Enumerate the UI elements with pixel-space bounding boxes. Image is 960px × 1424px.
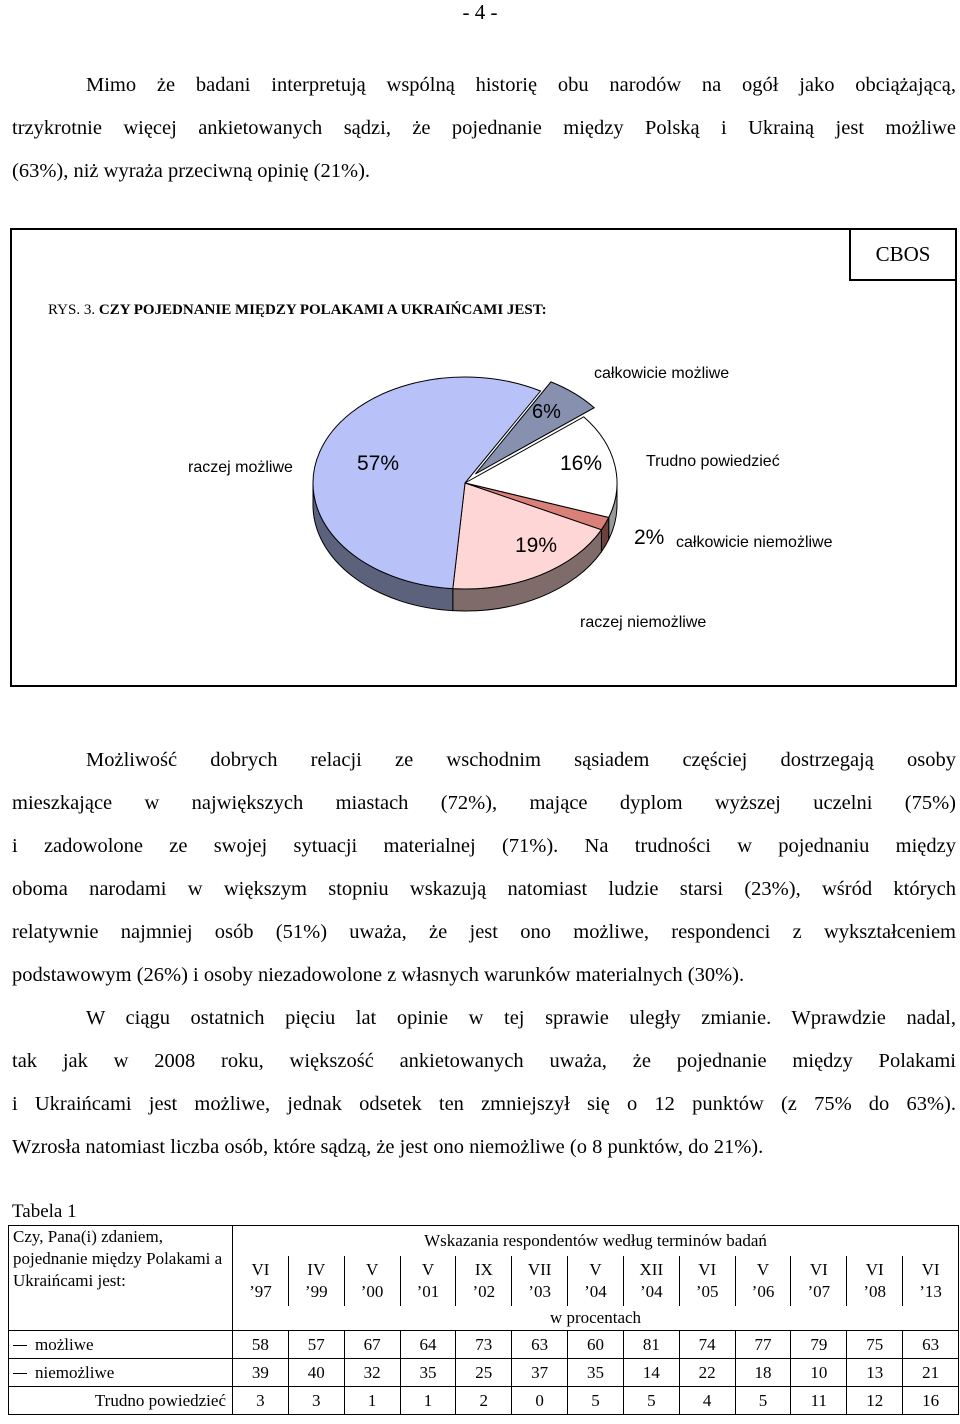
term-year: ’01	[416, 1281, 440, 1301]
paragraph-line	[12, 64, 956, 107]
table-cell: 39	[233, 1359, 289, 1387]
table-cell: 57	[288, 1331, 344, 1359]
figure-box	[10, 228, 957, 687]
paragraph-text: Mimo że badani interpretują wspólną historię obu narodów na ogół jako obciążającą,	[86, 74, 956, 96]
table-cell: 58	[233, 1331, 289, 1359]
table-cell: 5	[623, 1387, 679, 1415]
table-cell: 21	[903, 1359, 959, 1387]
table-term-header	[400, 1256, 456, 1306]
paragraph-line: (63%), niż wyraża przeciwną opinię (21%).	[12, 160, 371, 182]
paragraph-line: mieszkające w największych miastach (72%), mające dyplom wyższej uczelni (75%)	[12, 792, 956, 814]
term-year: ’04	[639, 1281, 663, 1301]
row-label-text: możliwe	[35, 1334, 94, 1354]
figure-number: RYS. 3.	[48, 302, 96, 318]
pie-value-label: 2%	[634, 526, 665, 549]
table-cell: 35	[568, 1359, 624, 1387]
table-row	[9, 1331, 959, 1359]
pie-value-label: 16%	[560, 452, 603, 475]
table-cell: 4	[679, 1387, 735, 1415]
paragraph-relations	[12, 739, 956, 997]
table-cell: 1	[344, 1387, 400, 1415]
table-cell: 12	[847, 1387, 903, 1415]
figure-question: CZY POJEDNANIE MIĘDZY POLAKAMI A UKRAIŃCAMI JEST:	[98, 302, 547, 318]
paragraph-line	[12, 997, 956, 1040]
table-cell: 79	[791, 1331, 847, 1359]
term-month: XII	[639, 1259, 664, 1279]
table-unit: w procentach	[233, 1306, 959, 1331]
table-cell: 67	[344, 1331, 400, 1359]
cbos-label: CBOS	[849, 228, 957, 281]
term-year: ’07	[807, 1281, 831, 1301]
pie-chart	[12, 230, 959, 689]
row-label-text: niemożliwe	[35, 1362, 115, 1382]
intro-paragraph	[12, 64, 956, 193]
dash-mark	[13, 1373, 27, 1374]
table-cell: 64	[400, 1331, 456, 1359]
term-year: ’13	[919, 1281, 942, 1301]
pie-category-label: Trudno powiedzieć	[646, 453, 780, 470]
term-month: IV	[307, 1259, 326, 1279]
table-cell: 14	[623, 1359, 679, 1387]
data-table	[8, 1225, 959, 1415]
table-row	[9, 1359, 959, 1387]
term-year: ’06	[751, 1281, 775, 1301]
term-year: ’03	[528, 1281, 551, 1301]
paragraph-line: i zadowolone ze swojej sytuacji materialnej (71%). Na trudności w pojednaniu między	[12, 835, 956, 857]
dash-mark	[13, 1345, 27, 1346]
paragraph-text: W ciągu ostatnich pięciu lat opinie w tej sprawie uległy zmianie. Wprawdzie nadal,	[86, 1007, 956, 1029]
term-year: ’99	[304, 1281, 328, 1301]
term-month: VI	[809, 1259, 828, 1279]
table-cell: 60	[568, 1331, 624, 1359]
paragraph-line: tak jak w 2008 roku, większość ankietowanych uważa, że pojednanie między Polakami	[12, 1050, 956, 1072]
table-cell: 3	[233, 1387, 289, 1415]
term-year: ’04	[584, 1281, 607, 1301]
table-cell: 32	[344, 1359, 400, 1387]
term-month: V	[756, 1259, 770, 1279]
term-year: ’97	[249, 1281, 272, 1301]
term-month: VI	[251, 1259, 270, 1279]
paragraph-text: Możliwość dobrych relacji ze wschodnim sąsiadem częściej dostrzegają osoby	[86, 749, 956, 771]
paragraph-line: oboma narodami w większym stopniu wskazują natomiast ludzie starsi (23%), wśród których	[12, 878, 956, 900]
table-row-label	[9, 1359, 233, 1387]
table-cell: 37	[512, 1359, 568, 1387]
table-cell: 2	[456, 1387, 512, 1415]
table-header-row	[9, 1226, 959, 1256]
table-cell: 13	[847, 1359, 903, 1387]
term-month: IX	[474, 1259, 493, 1279]
table-row-header: Czy, Pana(i) zdaniem, pojednanie między Polakami a Ukraińcami jest:	[9, 1226, 233, 1331]
paragraph-line: podstawowym (26%) i osoby niezadowolone z własnych warunków materialnych (30%).	[12, 964, 745, 986]
table-row	[9, 1387, 959, 1415]
table-term-header	[791, 1256, 847, 1306]
table-cell: 18	[735, 1359, 791, 1387]
table-cell: 1	[400, 1387, 456, 1415]
term-month: VI	[921, 1259, 940, 1279]
table-caption: Tabela 1	[12, 1201, 77, 1222]
paragraph-line: Wzrosła natomiast liczba osób, które sądzą, że jest ono niemożliwe (o 8 punktów, do 21%).	[12, 1136, 764, 1158]
term-month: V	[421, 1259, 435, 1279]
pie-category-label: raczej możliwe	[188, 459, 293, 476]
pie-category-label: raczej niemożliwe	[580, 614, 707, 631]
table-term-header	[512, 1256, 568, 1306]
table-cell: 63	[512, 1331, 568, 1359]
page-number: - 4 -	[462, 0, 498, 24]
row-label-text: Trudno powiedzieć	[94, 1390, 226, 1410]
term-month: VII	[527, 1259, 552, 1279]
table-term-header	[735, 1256, 791, 1306]
paragraph-line: relatywnie najmniej osób (51%) uważa, że jest ono możliwe, respondenci z wykształceniem	[12, 921, 956, 943]
table-term-header	[903, 1256, 959, 1306]
table-cell: 75	[847, 1331, 903, 1359]
pie-value-label: 57%	[357, 452, 400, 475]
table-cell: 0	[512, 1387, 568, 1415]
table-cell: 5	[735, 1387, 791, 1415]
table-row-label	[9, 1331, 233, 1359]
table-cell: 11	[791, 1387, 847, 1415]
table-term-header	[288, 1256, 344, 1306]
paragraph-line	[12, 739, 956, 782]
table-cell: 73	[456, 1331, 512, 1359]
table-term-header	[847, 1256, 903, 1306]
table-term-header	[679, 1256, 735, 1306]
term-month: V	[589, 1259, 602, 1279]
pie-category-label: całkowicie niemożliwe	[676, 534, 833, 551]
term-month: VI	[698, 1259, 717, 1279]
table-term-header	[568, 1256, 624, 1306]
table-cell: 10	[791, 1359, 847, 1387]
table-cell: 25	[456, 1359, 512, 1387]
term-year: ’02	[472, 1281, 496, 1301]
term-year: ’05	[695, 1281, 719, 1301]
table-term-header	[623, 1256, 679, 1306]
table-cell: 74	[679, 1331, 735, 1359]
paragraph-line: i Ukraińcami jest możliwe, jednak odsetek ten zmniejszył się o 12 punktów (z 75% do 63%).	[12, 1093, 956, 1115]
table-cell: 81	[623, 1331, 679, 1359]
term-month: V	[365, 1259, 379, 1279]
paragraph-line: trzykrotnie więcej ankietowanych sądzi, że pojednanie między Polską i Ukrainą jest możliwe	[12, 117, 956, 139]
term-year: ’08	[863, 1281, 887, 1301]
table-cell: 5	[568, 1387, 624, 1415]
table-cell: 3	[288, 1387, 344, 1415]
table-term-header	[456, 1256, 512, 1306]
table-cell: 40	[288, 1359, 344, 1387]
table-cell: 22	[679, 1359, 735, 1387]
table-row-label	[9, 1387, 233, 1415]
table-group-header: Wskazania respondentów według terminów badań	[233, 1226, 959, 1256]
table-term-header	[344, 1256, 400, 1306]
table-term-header	[233, 1256, 289, 1306]
table-cell: 77	[735, 1331, 791, 1359]
term-year: ’00	[360, 1281, 384, 1301]
pie-value-label: 19%	[515, 534, 558, 557]
pie-value-label: 6%	[532, 401, 561, 423]
table-cell: 16	[903, 1387, 959, 1415]
paragraph-change	[12, 997, 956, 1169]
pie-category-label: całkowicie możliwe	[594, 365, 730, 382]
term-month: VI	[865, 1259, 884, 1279]
table-cell: 63	[903, 1331, 959, 1359]
table-cell: 35	[400, 1359, 456, 1387]
